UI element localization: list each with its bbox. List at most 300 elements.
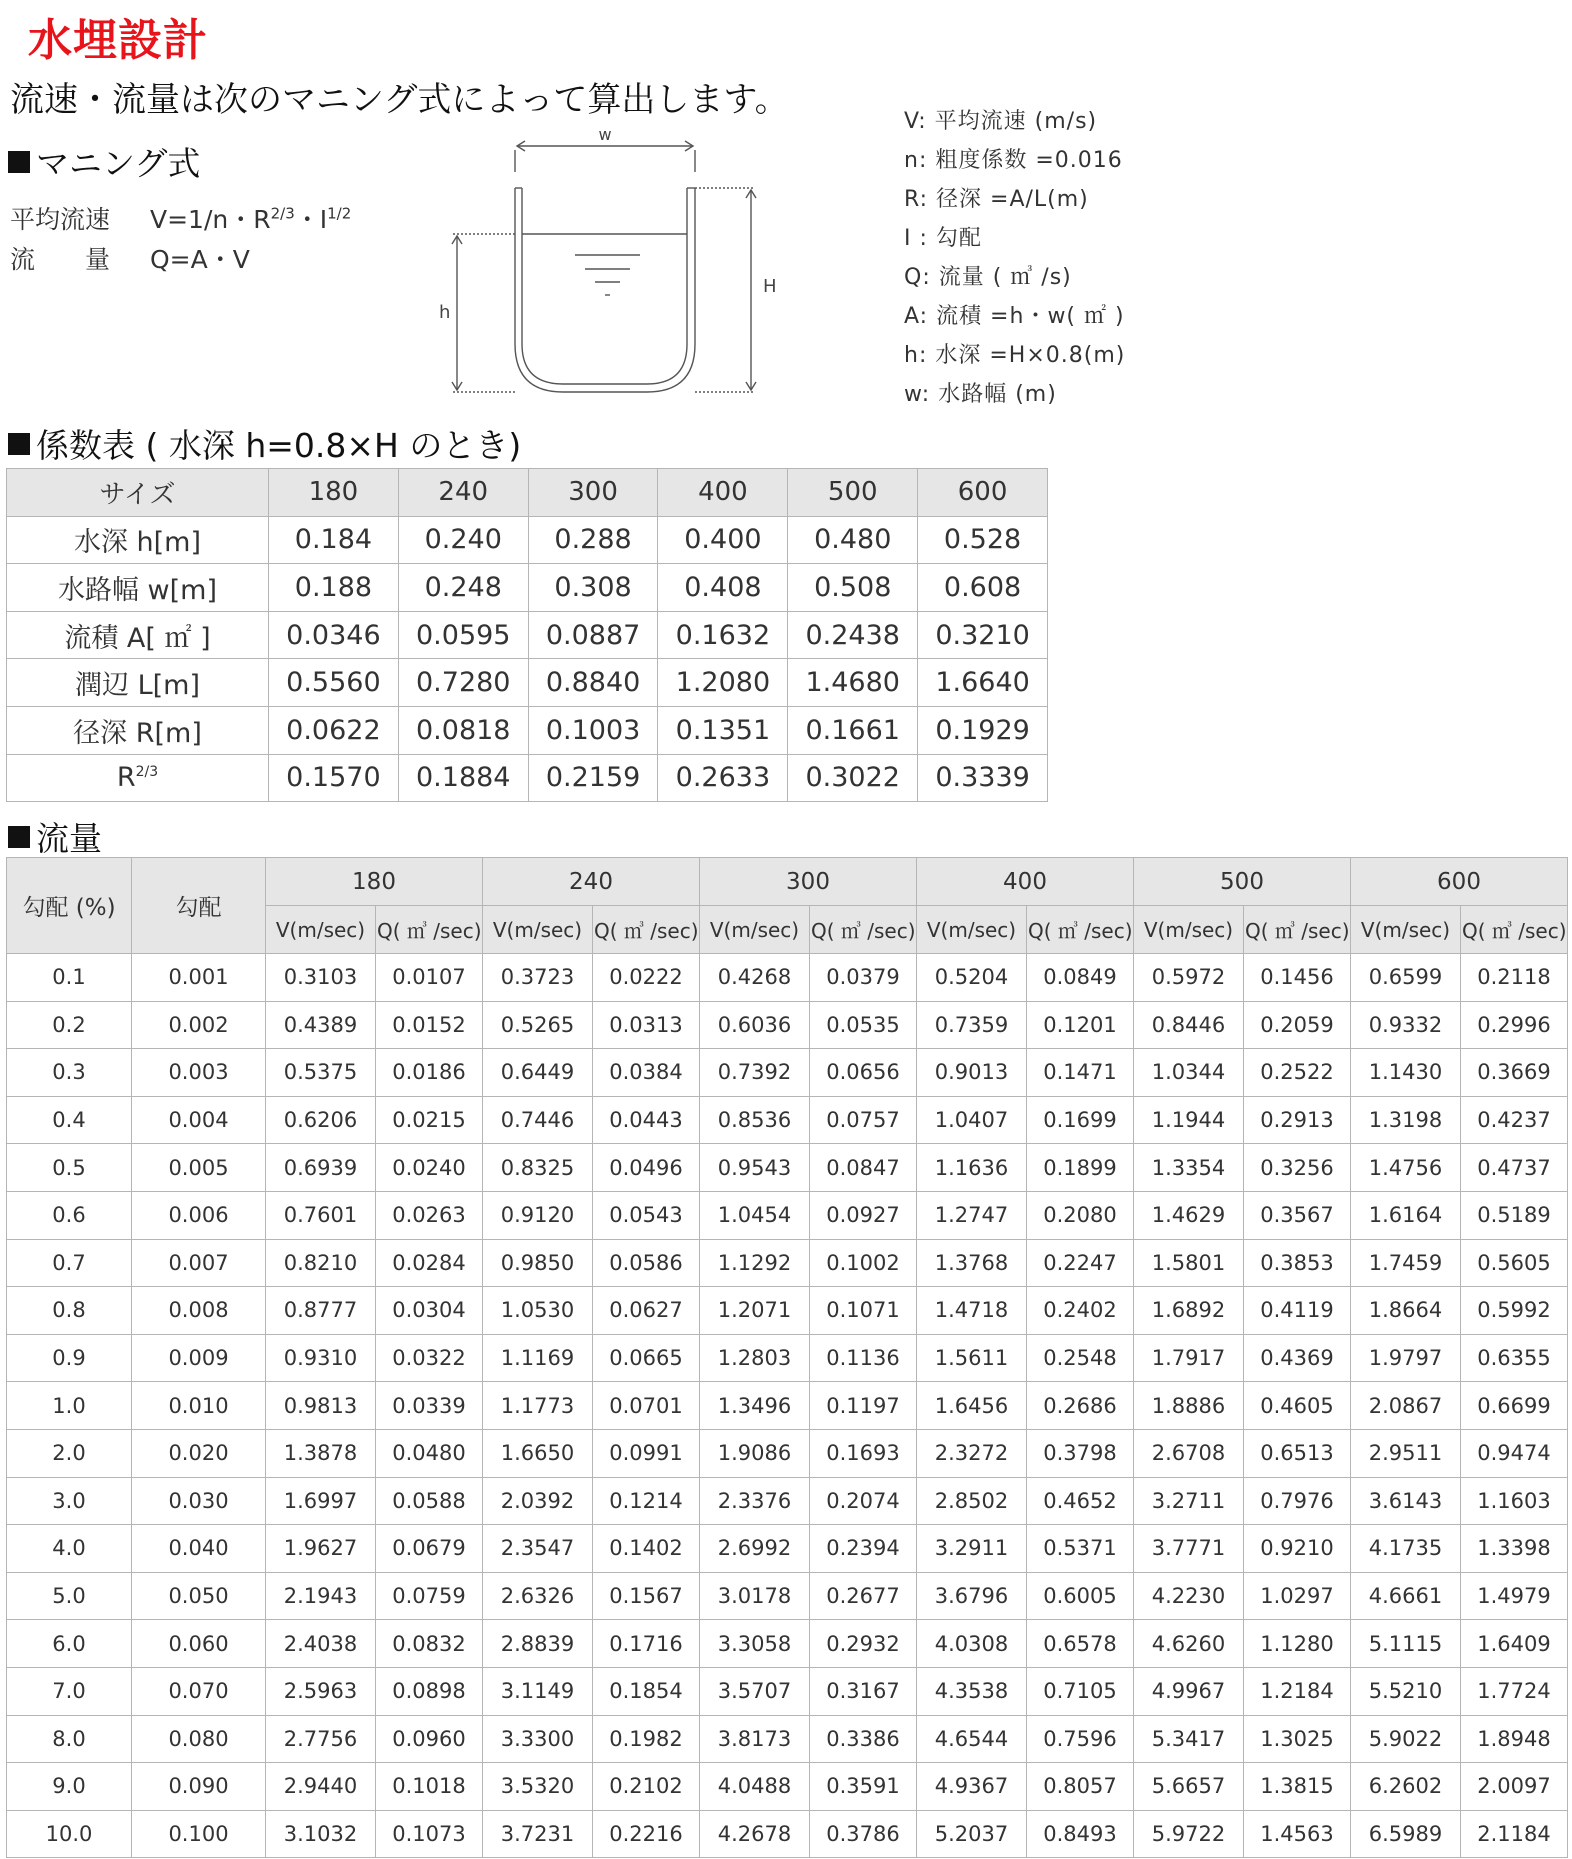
flow-cell: 0.4652: [1027, 1477, 1134, 1525]
flow-cell: 0.2932: [810, 1620, 917, 1668]
coef-cell: 流積 A[ ㎡ ]: [7, 611, 269, 659]
coef-cell: 水路幅 w[m]: [7, 564, 269, 612]
flow-row: [7, 1191, 1568, 1239]
coef-header-cell: 180: [269, 469, 399, 517]
flow-cell: 0.4237: [1461, 1096, 1568, 1144]
flow-row: [7, 1382, 1568, 1430]
flow-cell: 0.0263: [376, 1191, 483, 1239]
flow-cell: 0.0832: [376, 1620, 483, 1668]
flow-cell: 0.6513: [1244, 1429, 1351, 1477]
flow-cell: 0.7359: [917, 1001, 1027, 1049]
flow-row: [7, 1239, 1568, 1287]
flow-cell: 4.6260: [1134, 1620, 1244, 1668]
flow-cell: 0.0379: [810, 954, 917, 1002]
flow-cell: 0.3: [7, 1049, 132, 1097]
flow-cell: 0.0679: [376, 1525, 483, 1573]
legend-item: h: 水深 =H×0.8(m): [904, 343, 1126, 368]
coef-cell: 0.184: [269, 516, 399, 564]
flow-cell: 0.3853: [1244, 1239, 1351, 1287]
flow-cell: 0.1471: [1027, 1049, 1134, 1097]
flow-cell: 0.3798: [1027, 1429, 1134, 1477]
flow-cell: 0.9210: [1244, 1525, 1351, 1573]
flow-cell: 0.7976: [1244, 1477, 1351, 1525]
flow-cell: 0.9474: [1461, 1429, 1568, 1477]
flow-cell: 1.2803: [700, 1334, 810, 1382]
flow-cell: 2.8839: [483, 1620, 593, 1668]
flow-cell: 0.0849: [1027, 954, 1134, 1002]
flow-cell: 0.1018: [376, 1763, 483, 1811]
flow-cell: 3.3300: [483, 1715, 593, 1763]
flow-cell: 0.0322: [376, 1334, 483, 1382]
flow-cell: 1.0297: [1244, 1572, 1351, 1620]
slope-header: 勾配: [132, 858, 266, 954]
flow-cell: 0.7601: [266, 1191, 376, 1239]
flow-cell: 0.4: [7, 1096, 132, 1144]
coef-row: [7, 611, 1048, 659]
flow-subheader: Q( ㎥ /sec): [593, 906, 700, 954]
flow-cell: 0.7446: [483, 1096, 593, 1144]
flow-cell: 0.001: [132, 954, 266, 1002]
flow-cell: 0.060: [132, 1620, 266, 1668]
flow-cell: 0.0215: [376, 1096, 483, 1144]
flow-cell: 0.5265: [483, 1001, 593, 1049]
size-header: 400: [917, 858, 1134, 906]
legend-item: V: 平均流速 (m/s): [904, 109, 1098, 134]
w-label: w: [598, 125, 612, 144]
flow-cell: 0.009: [132, 1334, 266, 1382]
flow-header-row: [7, 858, 1568, 906]
flow-cell: 2.6708: [1134, 1429, 1244, 1477]
intro-text: 流速・流量は次のマニング式によって算出します。: [10, 80, 789, 120]
flow-cell: 1.3768: [917, 1239, 1027, 1287]
flow-cell: 2.8502: [917, 1477, 1027, 1525]
flow-cell: 0.2394: [810, 1525, 917, 1573]
coef-heading: 係数表 ( 水深 h=0.8×H のとき): [8, 420, 521, 467]
flow-cell: 0.0535: [810, 1001, 917, 1049]
flow-row: [7, 1667, 1568, 1715]
flow-cell: 0.4268: [700, 954, 810, 1002]
flow-cell: 1.4718: [917, 1287, 1027, 1335]
flow-cell: 0.0222: [593, 954, 700, 1002]
velocity-formula: 平均流速 V=1/n・$R^{2/3}$・$I^{1/2}$: [10, 204, 352, 234]
flow-cell: 0.0927: [810, 1191, 917, 1239]
flow-cell: 0.9813: [266, 1382, 376, 1430]
flow-cell: 0.008: [132, 1287, 266, 1335]
flow-cell: 0.6355: [1461, 1334, 1568, 1382]
flow-cell: 2.3376: [700, 1477, 810, 1525]
flow-cell: 0.9543: [700, 1144, 810, 1192]
flow-cell: 1.5801: [1134, 1239, 1244, 1287]
flow-cell: 1.0344: [1134, 1049, 1244, 1097]
h-label: h: [439, 302, 451, 323]
flow-cell: 2.4038: [266, 1620, 376, 1668]
flow-cell: 0.2522: [1244, 1049, 1351, 1097]
flow-cell: 0.1136: [810, 1334, 917, 1382]
flow-cell: 1.0530: [483, 1287, 593, 1335]
size-header: 500: [1134, 858, 1351, 906]
flow-cell: 0.5375: [266, 1049, 376, 1097]
coef-header-cell: 240: [398, 469, 528, 517]
flow-cell: 0.8777: [266, 1287, 376, 1335]
flow-cell: 0.7596: [1027, 1715, 1134, 1763]
flow-cell: 0.0304: [376, 1287, 483, 1335]
flow-cell: 0.2913: [1244, 1096, 1351, 1144]
flow-cell: 2.3272: [917, 1429, 1027, 1477]
flow-cell: 0.6036: [700, 1001, 810, 1049]
flow-cell: 0.4605: [1244, 1382, 1351, 1430]
flow-cell: 2.9440: [266, 1763, 376, 1811]
flow-row: [7, 1715, 1568, 1763]
flow-cell: 0.1567: [593, 1572, 700, 1620]
flow-cell: 1.4756: [1351, 1144, 1461, 1192]
coef-cell: 0.240: [398, 516, 528, 564]
flow-cell: 5.5210: [1351, 1667, 1461, 1715]
flow-cell: 1.1636: [917, 1144, 1027, 1192]
flow-cell: 1.0407: [917, 1096, 1027, 1144]
flow-cell: 0.7392: [700, 1049, 810, 1097]
flow-cell: 0.1073: [376, 1810, 483, 1858]
flow-cell: 0.8325: [483, 1144, 593, 1192]
flow-cell: 1.8664: [1351, 1287, 1461, 1335]
flow-cell: 0.0443: [593, 1096, 700, 1144]
flow-subheader: Q( ㎥ /sec): [810, 906, 917, 954]
coef-cell: 0.3022: [788, 754, 918, 802]
flow-cell: 1.1603: [1461, 1477, 1568, 1525]
flow-cell: 0.6699: [1461, 1382, 1568, 1430]
flow-cell: 0.0107: [376, 954, 483, 1002]
coef-cell: 水深 h[m]: [7, 516, 269, 564]
flow-cell: 3.7771: [1134, 1525, 1244, 1573]
velocity-subheader: V(m/sec): [700, 906, 810, 954]
coef-header-cell: 400: [658, 469, 788, 517]
coef-cell: 0.5560: [269, 659, 399, 707]
flow-cell: 3.5320: [483, 1763, 593, 1811]
coef-header-cell: 500: [788, 469, 918, 517]
flow-cell: 0.0284: [376, 1239, 483, 1287]
flow-cell: 0.8: [7, 1287, 132, 1335]
flow-cell: 1.3878: [266, 1429, 376, 1477]
coef-cell: 0.2159: [528, 754, 658, 802]
coef-cell: 0.8840: [528, 659, 658, 707]
flow-subheader: Q( ㎥ /sec): [1244, 906, 1351, 954]
flow-cell: 0.2118: [1461, 954, 1568, 1002]
flow-cell: 5.0: [7, 1572, 132, 1620]
flow-cell: 0.1201: [1027, 1001, 1134, 1049]
flow-cell: 1.2071: [700, 1287, 810, 1335]
flow-cell: 9.0: [7, 1763, 132, 1811]
flow-cell: 5.1115: [1351, 1620, 1461, 1668]
coef-row: [7, 659, 1048, 707]
coef-cell: 0.288: [528, 516, 658, 564]
legend-item: I : 勾配: [904, 226, 982, 251]
flow-cell: 0.4119: [1244, 1287, 1351, 1335]
flow-cell: 0.2402: [1027, 1287, 1134, 1335]
flow-cell: 0.5972: [1134, 954, 1244, 1002]
coef-cell: 潤辺 L[m]: [7, 659, 269, 707]
flow-cell: 0.5: [7, 1144, 132, 1192]
coef-cell: 0.7280: [398, 659, 528, 707]
legend-list: [904, 102, 1125, 414]
flow-cell: 0.3669: [1461, 1049, 1568, 1097]
flow-cell: 0.1854: [593, 1667, 700, 1715]
flow-cell: 1.7917: [1134, 1334, 1244, 1382]
flow-cell: 0.0627: [593, 1287, 700, 1335]
flow-cell: 8.0: [7, 1715, 132, 1763]
flow-cell: 1.2184: [1244, 1667, 1351, 1715]
flow-subheader: Q( ㎥ /sec): [1461, 906, 1568, 954]
flow-cell: 0.5992: [1461, 1287, 1568, 1335]
flow-cell: 0.3786: [810, 1810, 917, 1858]
coef-header-cell: 300: [528, 469, 658, 517]
flow-cell: 0.010: [132, 1382, 266, 1430]
coef-cell: 0.248: [398, 564, 528, 612]
flow-cell: 2.6992: [700, 1525, 810, 1573]
flow-cell: 2.9511: [1351, 1429, 1461, 1477]
flow-cell: 1.3398: [1461, 1525, 1568, 1573]
flow-cell: 0.9013: [917, 1049, 1027, 1097]
flow-cell: 0.9850: [483, 1239, 593, 1287]
flow-cell: 0.1402: [593, 1525, 700, 1573]
flow-cell: 0.6578: [1027, 1620, 1134, 1668]
flow-cell: 1.8948: [1461, 1715, 1568, 1763]
coef-cell: 0.2438: [788, 611, 918, 659]
coef-cell: 0.608: [918, 564, 1048, 612]
size-header: 240: [483, 858, 700, 906]
flow-cell: 3.2711: [1134, 1477, 1244, 1525]
flow-cell: 0.0496: [593, 1144, 700, 1192]
flow-row: [7, 1096, 1568, 1144]
flow-cell: 2.6326: [483, 1572, 593, 1620]
size-header: 600: [1351, 858, 1568, 906]
coef-cell: 0.1661: [788, 706, 918, 754]
flow-cell: 0.0543: [593, 1191, 700, 1239]
flow-cell: 1.6650: [483, 1429, 593, 1477]
flow-row: [7, 1572, 1568, 1620]
flow-cell: 0.1699: [1027, 1096, 1134, 1144]
legend-item: n: 粗度係数 =0.016: [904, 148, 1123, 173]
flow-cell: 4.2678: [700, 1810, 810, 1858]
flow-cell: 0.6449: [483, 1049, 593, 1097]
coef-cell: 0.3210: [918, 611, 1048, 659]
flow-cell: 0.1002: [810, 1239, 917, 1287]
flow-cell: 0.3103: [266, 954, 376, 1002]
flow-table: [6, 857, 1568, 1858]
flow-cell: 0.007: [132, 1239, 266, 1287]
flow-cell: 1.1280: [1244, 1620, 1351, 1668]
flow-subheader: Q( ㎥ /sec): [1027, 906, 1134, 954]
flow-cell: 1.3025: [1244, 1715, 1351, 1763]
flow-cell: 0.050: [132, 1572, 266, 1620]
flow-cell: 0.1: [7, 954, 132, 1002]
flow-cell: 0.3386: [810, 1715, 917, 1763]
flow-cell: 0.006: [132, 1191, 266, 1239]
flow-cell: 0.8493: [1027, 1810, 1134, 1858]
flow-row: [7, 1287, 1568, 1335]
flow-cell: 0.7: [7, 1239, 132, 1287]
flow-cell: 1.1292: [700, 1239, 810, 1287]
flow-cell: 1.5611: [917, 1334, 1027, 1382]
flow-cell: 0.070: [132, 1667, 266, 1715]
flow-cell: 0.1456: [1244, 954, 1351, 1002]
flow-cell: 0.2080: [1027, 1191, 1134, 1239]
H-label: H: [763, 276, 777, 297]
flow-cell: 1.1169: [483, 1334, 593, 1382]
flow-cell: 0.0588: [376, 1477, 483, 1525]
flow-formula: 流 量 Q=A・V: [10, 245, 250, 274]
flow-cell: 0.3167: [810, 1667, 917, 1715]
flow-cell: 2.0392: [483, 1477, 593, 1525]
flow-cell: 0.080: [132, 1715, 266, 1763]
flow-cell: 0.2677: [810, 1572, 917, 1620]
flow-cell: 0.2548: [1027, 1334, 1134, 1382]
flow-cell: 1.9086: [700, 1429, 810, 1477]
flow-cell: 0.1716: [593, 1620, 700, 1668]
flow-cell: 0.0313: [593, 1001, 700, 1049]
flow-cell: 2.7756: [266, 1715, 376, 1763]
flow-cell: 0.2074: [810, 1477, 917, 1525]
flow-cell: 1.1430: [1351, 1049, 1461, 1097]
flow-cell: 5.9022: [1351, 1715, 1461, 1763]
flow-cell: 0.005: [132, 1144, 266, 1192]
flow-cell: 1.6164: [1351, 1191, 1461, 1239]
flow-cell: 0.9120: [483, 1191, 593, 1239]
manning-heading: マニング式: [8, 138, 200, 185]
flow-cell: 0.0960: [376, 1715, 483, 1763]
flow-cell: 0.1693: [810, 1429, 917, 1477]
coef-cell: 0.308: [528, 564, 658, 612]
flow-cell: 6.0: [7, 1620, 132, 1668]
flow-cell: 3.7231: [483, 1810, 593, 1858]
flow-cell: 1.4629: [1134, 1191, 1244, 1239]
size-header: 180: [266, 858, 483, 906]
coef-row: [7, 516, 1048, 564]
flow-cell: 1.1773: [483, 1382, 593, 1430]
flow-cell: 0.6939: [266, 1144, 376, 1192]
flow-cell: 0.0480: [376, 1429, 483, 1477]
flow-cell: 5.9722: [1134, 1810, 1244, 1858]
flow-cell: 0.8057: [1027, 1763, 1134, 1811]
velocity-subheader: V(m/sec): [1351, 906, 1461, 954]
flow-cell: 0.0656: [810, 1049, 917, 1097]
flow-subheader: Q( ㎥ /sec): [376, 906, 483, 954]
flow-cell: 0.9332: [1351, 1001, 1461, 1049]
flow-cell: 0.030: [132, 1477, 266, 1525]
flow-cell: 0.7105: [1027, 1667, 1134, 1715]
flow-cell: 3.5707: [700, 1667, 810, 1715]
flow-cell: 0.6: [7, 1191, 132, 1239]
flow-cell: 4.0488: [700, 1763, 810, 1811]
flow-cell: 0.0384: [593, 1049, 700, 1097]
flow-cell: 4.1735: [1351, 1525, 1461, 1573]
coef-cell: 0.1570: [269, 754, 399, 802]
flow-row: [7, 1620, 1568, 1668]
coefficient-table: [6, 468, 1048, 802]
flow-cell: 3.6796: [917, 1572, 1027, 1620]
flow-row: [7, 1763, 1568, 1811]
flow-cell: 0.0339: [376, 1382, 483, 1430]
flow-cell: 0.0759: [376, 1572, 483, 1620]
flow-cell: 5.6657: [1134, 1763, 1244, 1811]
flow-row: [7, 1525, 1568, 1573]
coef-cell: 0.508: [788, 564, 918, 612]
flow-row: [7, 1049, 1568, 1097]
flow-row: [7, 1810, 1568, 1858]
flow-cell: 1.3354: [1134, 1144, 1244, 1192]
coef-cell: $R^{2/3}$: [7, 754, 269, 802]
flow-cell: 0.3256: [1244, 1144, 1351, 1192]
flow-cell: 0.8210: [266, 1239, 376, 1287]
flow-cell: 4.9367: [917, 1763, 1027, 1811]
flow-cell: 0.0665: [593, 1334, 700, 1382]
flow-cell: 0.2: [7, 1001, 132, 1049]
coef-cell: 0.1929: [918, 706, 1048, 754]
coef-cell: 0.1003: [528, 706, 658, 754]
flow-cell: 3.0: [7, 1477, 132, 1525]
velocity-subheader: V(m/sec): [917, 906, 1027, 954]
coef-cell: 0.3339: [918, 754, 1048, 802]
flow-cell: 4.6544: [917, 1715, 1027, 1763]
coef-cell: 0.0595: [398, 611, 528, 659]
flow-cell: 0.6005: [1027, 1572, 1134, 1620]
flow-cell: 6.5989: [1351, 1810, 1461, 1858]
flow-cell: 4.9967: [1134, 1667, 1244, 1715]
coef-cell: 0.480: [788, 516, 918, 564]
flow-cell: 0.4737: [1461, 1144, 1568, 1192]
flow-cell: 10.0: [7, 1810, 132, 1858]
flow-cell: 0.0586: [593, 1239, 700, 1287]
flow-cell: 2.0867: [1351, 1382, 1461, 1430]
flow-cell: 5.2037: [917, 1810, 1027, 1858]
flow-cell: 0.8536: [700, 1096, 810, 1144]
coef-row: [7, 564, 1048, 612]
flow-cell: 0.2216: [593, 1810, 700, 1858]
flow-cell: 0.100: [132, 1810, 266, 1858]
flow-cell: 0.003: [132, 1049, 266, 1097]
coef-cell: 0.528: [918, 516, 1048, 564]
flow-cell: 0.002: [132, 1001, 266, 1049]
flow-cell: 4.3538: [917, 1667, 1027, 1715]
flow-cell: 1.0: [7, 1382, 132, 1430]
coef-cell: 0.1351: [658, 706, 788, 754]
velocity-subheader: V(m/sec): [266, 906, 376, 954]
coef-header-cell: サイズ: [7, 469, 269, 517]
flow-cell: 0.0898: [376, 1667, 483, 1715]
flow-cell: 1.3198: [1351, 1096, 1461, 1144]
flow-cell: 5.3417: [1134, 1715, 1244, 1763]
flow-cell: 0.2059: [1244, 1001, 1351, 1049]
flow-cell: 0.0152: [376, 1001, 483, 1049]
coef-row: [7, 754, 1048, 802]
flow-cell: 1.1944: [1134, 1096, 1244, 1144]
coef-cell: 1.6640: [918, 659, 1048, 707]
flow-cell: 0.0186: [376, 1049, 483, 1097]
flow-cell: 3.0178: [700, 1572, 810, 1620]
flow-cell: 0.5204: [917, 954, 1027, 1002]
flow-cell: 1.6409: [1461, 1620, 1568, 1668]
legend-item: R: 径深 =A/L(m): [904, 187, 1089, 212]
flow-cell: 0.3591: [810, 1763, 917, 1811]
flow-cell: 3.1149: [483, 1667, 593, 1715]
flow-cell: 0.020: [132, 1429, 266, 1477]
flow-cell: 4.6661: [1351, 1572, 1461, 1620]
flow-cell: 0.2102: [593, 1763, 700, 1811]
flow-cell: 3.3058: [700, 1620, 810, 1668]
flow-row: [7, 954, 1568, 1002]
flow-cell: 3.2911: [917, 1525, 1027, 1573]
flow-cell: 0.6599: [1351, 954, 1461, 1002]
flow-cell: 2.0: [7, 1429, 132, 1477]
size-header: 300: [700, 858, 917, 906]
